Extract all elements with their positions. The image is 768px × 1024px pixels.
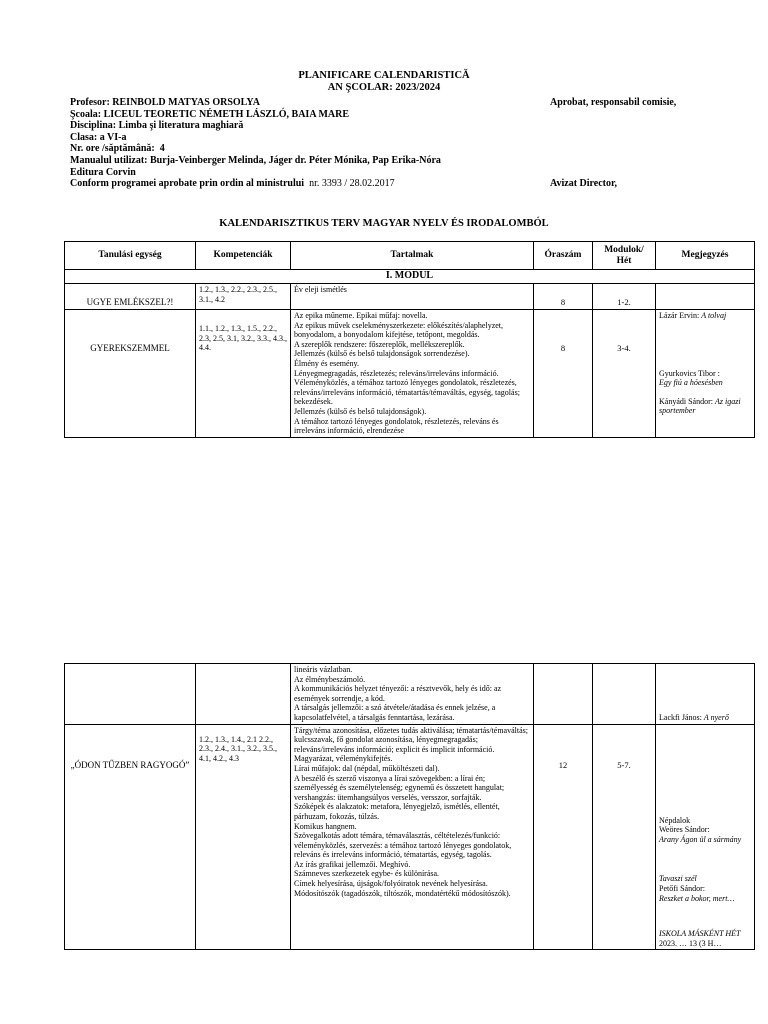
- content-line: Módosítószók (tagadószók, tiltószók, mondatértékű módosítószók).: [294, 888, 511, 898]
- content-line: lineáris vázlatban.: [294, 665, 353, 674]
- unit-cell: GYEREKSZEMMEL: [65, 310, 196, 438]
- avizat-line: Avizat Director,: [550, 178, 618, 190]
- table-header-row: [65, 242, 755, 270]
- content-line: Jellemzés (külső és belső tulajdonságok).: [294, 406, 427, 416]
- conform-number: nr. 3393 / 28.02.2017: [309, 178, 395, 190]
- col-header-content: Tartalmak: [291, 242, 534, 270]
- content-line: Lényegmegragadás, részletezés; releváns/irreleváns információ.: [294, 368, 499, 378]
- hours-cell: 12: [534, 724, 593, 950]
- table-row: [65, 664, 755, 725]
- plan-table-continued: [64, 663, 755, 950]
- content-line: A beszélő és szerző viszonya a lírai szövegekben: a lírai én; személyesség és személytelenség; egynemű és összetett hangulat; vershangzás: ütemhangsúlyos verselés, versszor, sorfajták.: [294, 773, 505, 802]
- col-header-unit: Tanulási egység: [65, 242, 196, 270]
- school-year: AN ŞCOLAR: 2023/2024: [327, 82, 441, 93]
- content-line: Az írás grafikai jellemzői. Meghívó.: [294, 859, 411, 869]
- note-entry: ISKOLA MÁSKÉNT HÉT: [659, 929, 741, 939]
- note-entry: 2023. … 13 (3 H…: [659, 938, 722, 948]
- note-entry: Weöres Sándor: Arany Ágon ül a sármány: [659, 825, 742, 844]
- content-cell: [291, 310, 534, 438]
- col-header-competencies: Kompetenciák: [196, 242, 291, 270]
- col-header-hours: Óraszám: [534, 242, 593, 270]
- notes-cell: [656, 284, 755, 310]
- content-line: Jellemzés (külső és belső tulajdonságok sorrendezése).: [294, 349, 470, 359]
- profesor-line: Profesor: REINBOLD MATYAS ORSOLYA: [70, 97, 260, 108]
- note-entry: Gyurkovics Tibor : Egy fiú a hóesésben: [659, 368, 723, 388]
- plan-table: [64, 241, 755, 438]
- content-line: A témához tartozó lényeges gondolatok, részletezés, releváns és irreleváns információ, elrendezése: [294, 416, 499, 436]
- ore-value: 4: [159, 143, 165, 155]
- notes-cell: [656, 724, 755, 950]
- scoala-line: Şcoala: LICEUL TEORETIC NÉMETH LÁSZLÓ, BAIA MARE: [70, 108, 350, 120]
- content-cell: [291, 724, 534, 950]
- unit-cell: „ÓDON TŰZBEN RAGYOGÓ”: [65, 724, 196, 950]
- col-header-notes: Megjegyzés: [656, 242, 755, 270]
- notes-cell: [656, 664, 755, 725]
- page-two: [0, 660, 768, 1024]
- unit-cell: UGYE EMLÉKSZEL?!: [65, 284, 196, 310]
- document-title: PLANIFICARE CALENDARISTICĂ: [298, 70, 470, 81]
- content-line: Címek helyesírása, újságok/folyóiratok nevének helyesírása.: [294, 879, 488, 889]
- table-row: [65, 724, 755, 950]
- clasa-line: Clasa: a VI-a: [70, 131, 127, 143]
- notes-cell: [656, 310, 755, 438]
- note-entry: Kányádi Sándor: Az igazi sportember: [659, 396, 741, 416]
- content-cell: [291, 664, 534, 725]
- col-header-week: Modulok/ Hét: [593, 242, 656, 270]
- content-line: Az epikus művek cselekményszerkezete: előkészítés/alaphelyzet, bonyodalom, a bonyodalom kifejtése, tetőpont, megoldás.: [294, 320, 504, 340]
- content-line: Számneves szerkezetek egybe- és különírása.: [294, 869, 440, 879]
- content-line: Szóképek és alakzatok: metafora, lényegjelző, ismétlés, ellentét, párhuzam, fokozás, túlzás.: [294, 802, 500, 821]
- competencies-cell: 1.2., 1.3., 1.4., 2.1 2.2., 2.3., 2.4., 3.1., 3.2., 3.5., 4.1, 4.2., 4.3: [196, 724, 291, 950]
- hours-cell: 8: [534, 310, 593, 438]
- unit-cell: [65, 664, 196, 725]
- ore-label: Nr. ore /săptămână:: [70, 143, 155, 155]
- plan-subtitle: KALENDARISZTIKUS TERV MAGYAR NYELV ÉS IRODALOMBÓL: [219, 218, 549, 229]
- modul-row: [65, 270, 755, 284]
- table-row: [65, 310, 755, 438]
- content-line: A társalgás jellemzői: a szó átvétele/átadása és ennek jelzése, a kapcsolatfelvétel, a társalgás fenntartása, lezárása.: [294, 703, 496, 722]
- competencies-cell: 1.2., 1.3., 2.2., 2.3., 2.5., 3.1., 4.2: [196, 284, 291, 310]
- content-line: A kommunikációs helyzet tényezői: a résztvevők, hely és idő: az események sorrendje, a kód.: [294, 684, 502, 703]
- note-entry: Népdalok: [659, 815, 691, 825]
- aprobat-line: Aprobat, responsabil comisie,: [550, 97, 677, 108]
- content-line: Véleményközlés, a témához tartozó lényeges gondolatok, részletezés, releváns/irreleváns információ, tématartás/témaváltás, egység, tagolás; bekezdések.: [294, 378, 520, 407]
- competencies-cell: 1.1., 1.2., 1.3., 1.5., 2.2., 2.3, 2.5, 3.1, 3.2., 3.3., 4.3., 4.4.: [196, 310, 291, 438]
- disciplina-line: Disciplina: Limba şi literatura maghiară: [70, 120, 244, 132]
- content-line: Élmény és esemény.: [294, 358, 360, 368]
- week-cell: 3-4.: [593, 310, 656, 438]
- conform-text: Conform programei aprobate prin ordin al ministrului: [70, 178, 305, 190]
- manual-line: Manualul utilizat: Burja-Veinberger Melinda, Jáger dr. Péter Mónika, Pap Erika-Nóra: [70, 155, 441, 166]
- hours-cell: 8: [534, 284, 593, 310]
- modul-label: I. MODUL: [65, 270, 755, 284]
- note-entry: Lackfi János: A nyerő: [659, 712, 729, 722]
- ore-line: [70, 143, 165, 155]
- competencies-cell: [196, 664, 291, 725]
- content-line: Lírai műfajok: dal (népdal, műköltészeti dal).: [294, 763, 440, 773]
- conform-line: [70, 178, 395, 190]
- hours-cell: [534, 664, 593, 725]
- content-line: Komikus hangnem.: [294, 821, 357, 831]
- content-line: Tárgy/téma azonosítása, előzetes tudás aktiválása; tématartás/témaváltás; kulcsszavak, fő gondolat azonosítása, lényegmegragadás; releváns/irreleváns információ; explicit és implicit információ.: [294, 725, 528, 754]
- week-cell: 5-7.: [593, 724, 656, 950]
- editura-line: Editura Corvin: [70, 166, 136, 178]
- note-entry: Lázár Ervin: A tolvaj: [659, 311, 727, 320]
- content-line: Az élménybeszámoló.: [294, 674, 366, 684]
- content-line: A szereplők rendszere: főszereplők, mellékszereplők.: [294, 339, 465, 349]
- note-entry: Petőfi Sándor: Reszket a bokor, mert…: [659, 883, 735, 903]
- content-line: Szövegalkotás adott témára, témaválasztás, céltételezés/funkció: véleményközlés, szervezés: a témához tartozó lényeges gondolatok, releváns és irreleváns információ, tématartás, egység, tagolás.: [294, 831, 512, 860]
- content-line: Magyarázat, véleménykifejtés.: [294, 754, 393, 764]
- week-cell: 1-2.: [593, 284, 656, 310]
- week-cell: [593, 664, 656, 725]
- content-cell: Év eleji ismétlés: [291, 284, 534, 310]
- table-row: [65, 284, 755, 310]
- content-line: Az epika műneme. Epikai műfaj: novella.: [294, 311, 428, 320]
- note-entry: Tavaszi szél: [659, 874, 697, 884]
